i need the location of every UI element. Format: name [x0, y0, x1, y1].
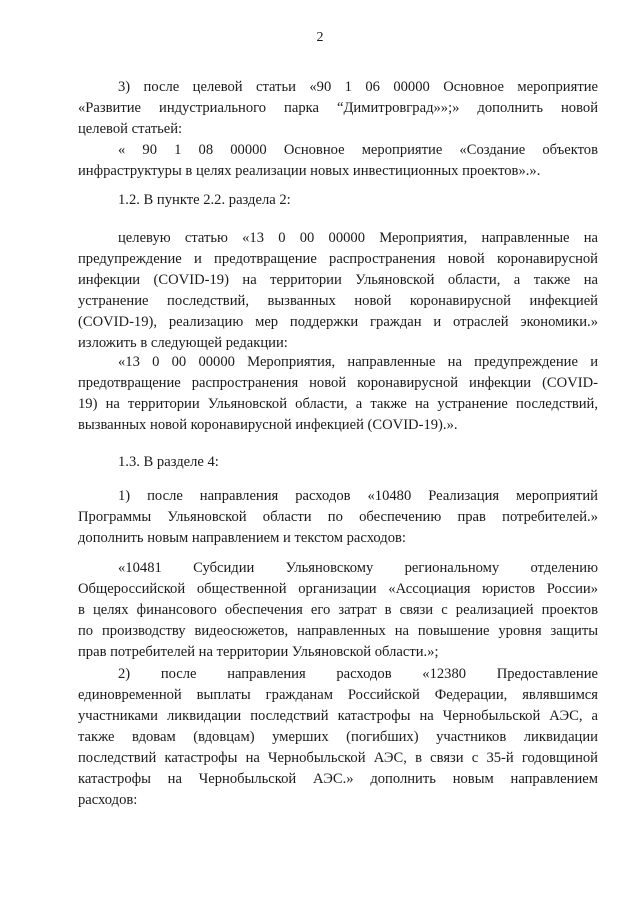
paragraph-line: единовременной выплаты гражданам Российской Федерации, являвшимся — [78, 687, 598, 703]
paragraph-line: 1) после направления расходов «10480 Реализация мероприятий — [118, 488, 598, 504]
paragraph-line: по производству видеосюжетов, направленных на повышение уровня защиты — [78, 623, 598, 639]
page-number: 2 — [316, 30, 324, 45]
paragraph-line: целевой статьей: — [78, 121, 183, 137]
paragraph-line: прав потребителей на территории Ульяновской области.»; — [78, 644, 439, 660]
paragraph-line: Общероссийской общественной организации «Ассоциация юристов России» — [78, 581, 598, 597]
paragraph-line: также вдовам (вдовцам) умерших (погибших) участников ликвидации — [78, 729, 598, 745]
paragraph-line: 2) после направления расходов «12380 Предоставление — [118, 666, 598, 682]
paragraph-line: «13 0 00 00000 Мероприятия, направленные на предупреждение и — [118, 354, 598, 370]
paragraph-line: расходов: — [78, 792, 138, 808]
paragraph-line: участниками ликвидации последствий катастрофы на Чернобыльской АЭС, а — [78, 708, 598, 724]
paragraph-line: 3) после целевой статьи «90 1 06 00000 Основное мероприятие — [118, 79, 598, 95]
paragraph-line: Программы Ульяновской области по обеспечению прав потребителей.» — [78, 509, 598, 525]
paragraph-line: целевую статью «13 0 00 00000 Мероприятия, направленные на — [118, 230, 598, 246]
paragraph-line: катастрофы на Чернобыльской АЭС.» дополнить новым направлением — [78, 771, 598, 787]
paragraph-line: предупреждение и предотвращение распространения новой коронавирусной — [78, 251, 598, 267]
paragraph-line: изложить в следующей редакции: — [78, 335, 288, 351]
paragraph-line: устранение последствий, вызванных новой коронавирусной инфекцией — [78, 293, 598, 309]
paragraph-line: предотвращение распространения новой коронавирусной инфекции (COVID- — [78, 375, 598, 391]
paragraph-line: « 90 1 08 00000 Основное мероприятие «Создание объектов — [118, 142, 598, 158]
paragraph-line: дополнить новым направлением и текстом расходов: — [78, 530, 406, 546]
paragraph-line: «Развитие индустриального парка “Димитровград»»;» дополнить новой — [78, 100, 598, 116]
paragraph-line: инфекции (COVID-19) на территории Ульяновской области, а также на — [78, 272, 598, 288]
section-heading: 1.3. В разделе 4: — [118, 454, 219, 470]
paragraph-line: в целях финансового обеспечения его затрат в связи с реализацией проектов — [78, 602, 598, 618]
paragraph-line: вызванных новой коронавирусной инфекцией (COVID-19).». — [78, 417, 458, 433]
paragraph-line: инфраструктуры в целях реализации новых инвестиционных проектов».». — [78, 163, 541, 179]
paragraph-line: (COVID-19), реализацию мер поддержки граждан и отраслей экономики.» — [78, 314, 598, 330]
paragraph-line: последствий катастрофы на Чернобыльской АЭС, в связи с 35-й годовщиной — [78, 750, 598, 766]
paragraph-line: «10481 Субсидии Ульяновскому региональному отделению — [118, 560, 598, 576]
paragraph-line: 19) на территории Ульяновской области, а также на устранение последствий, — [78, 396, 598, 412]
section-heading: 1.2. В пункте 2.2. раздела 2: — [118, 192, 291, 208]
